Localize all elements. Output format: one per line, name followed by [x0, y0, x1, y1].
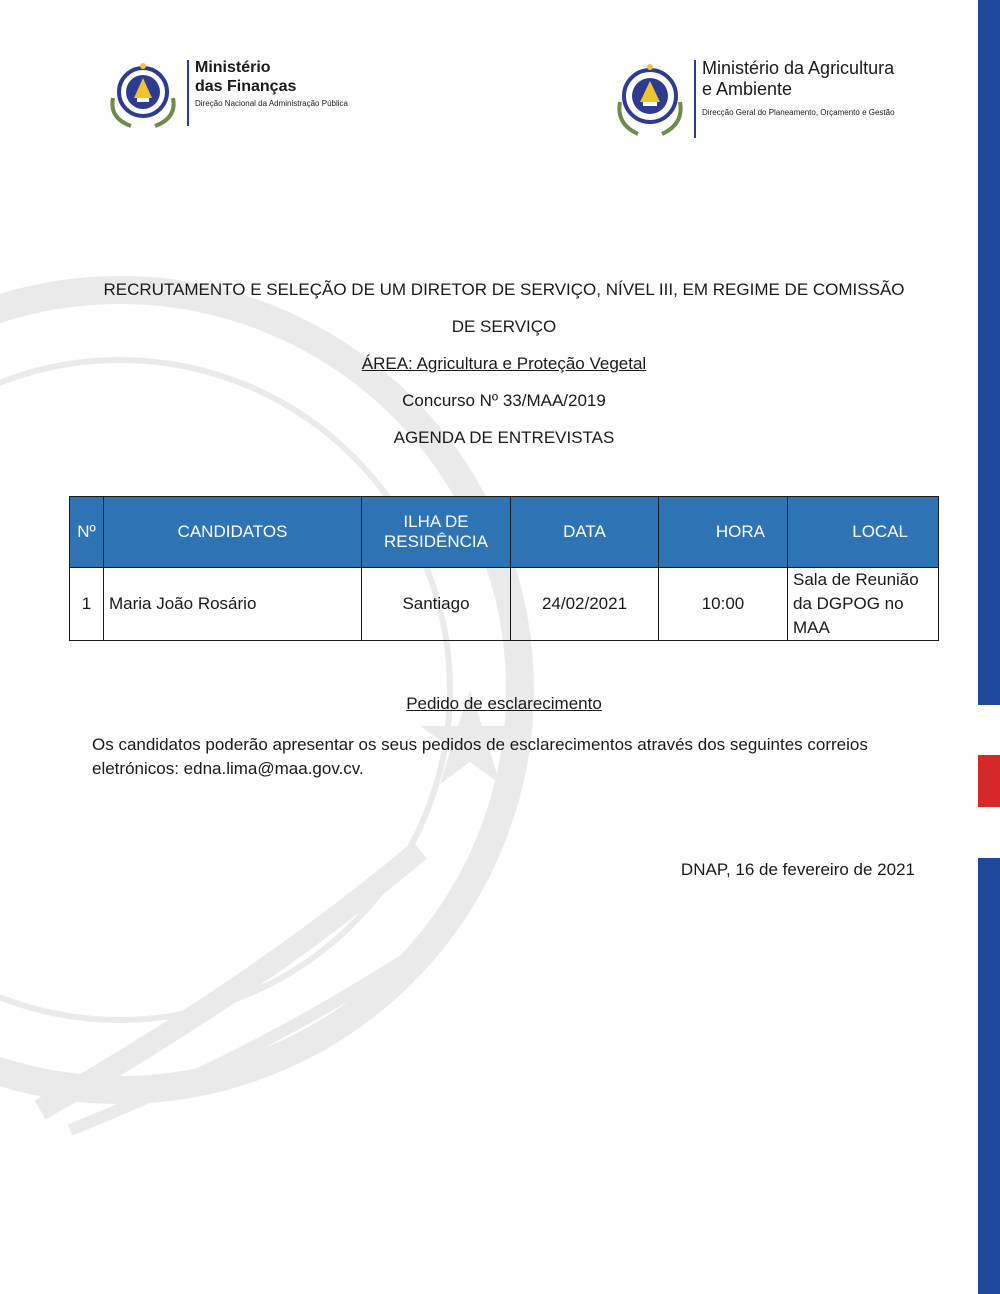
logo-subtitle: Direcção Geral do Planeamento, Orçamento e Gestão [702, 108, 895, 117]
coat-of-arms-icon [105, 58, 181, 130]
logo-name-line1: Ministério da Agricultura [702, 58, 895, 78]
cell-local: Sala de Reunião da DGPOG no MAA [788, 568, 939, 641]
logo-divider [187, 60, 189, 126]
header-local: LOCAL [788, 497, 939, 568]
side-stripe-red [978, 755, 1000, 807]
cell-candidato: Maria João Rosário [104, 568, 362, 641]
table-row [70, 568, 939, 641]
interview-table [69, 496, 939, 641]
logo-divider [694, 60, 696, 138]
header-hora: HORA [659, 497, 788, 568]
table-header-row [70, 497, 939, 568]
logo-name-line2: e Ambiente [702, 79, 793, 99]
cell-ilha: Santiago [362, 568, 511, 641]
heading-area: ÁREA: Agricultura e Proteção Vegetal [361, 354, 647, 373]
side-stripe-blue-bottom [978, 858, 1000, 1294]
header-numero: Nº [70, 497, 104, 568]
header-candidatos: CANDIDATOS [104, 497, 362, 568]
clarification-title: Pedido de esclarecimento [406, 694, 602, 713]
heading-line1: RECRUTAMENTO E SELEÇÃO DE UM DIRETOR DE SERVIÇO, NÍVEL III, EM REGIME DE COMISSÃO [103, 280, 905, 299]
logo-ministerio-financas [105, 58, 348, 130]
header-data: DATA [511, 497, 659, 568]
logo-name-line1: Ministério [195, 59, 271, 76]
cell-hora: 10:00 [659, 568, 788, 641]
logo-name-line2: das Finanças [195, 78, 297, 95]
coat-of-arms-icon [612, 58, 688, 138]
header-ilha: ILHA DE RESIDÊNCIA [362, 497, 511, 568]
side-stripe-blue-top [978, 0, 1000, 705]
heading-line2: DE SERVIÇO [451, 317, 557, 336]
heading-concurso: Concurso Nº 33/MAA/2019 [402, 391, 606, 410]
cell-numero: 1 [70, 568, 104, 641]
signature-date: DNAP, 16 de fevereiro de 2021 [680, 860, 915, 879]
clarification-text: Os candidatos poderão apresentar os seus pedidos de esclarecimentos através dos seguintes correios eletrónicos: edna.lima@maa.gov.cv. [92, 735, 868, 778]
logo-ministerio-agricultura [612, 58, 895, 138]
cell-data: 24/02/2021 [511, 568, 659, 641]
heading-agenda: AGENDA DE ENTREVISTAS [393, 428, 615, 447]
logo-subtitle: Direção Nacional da Administração Pública [195, 99, 348, 108]
